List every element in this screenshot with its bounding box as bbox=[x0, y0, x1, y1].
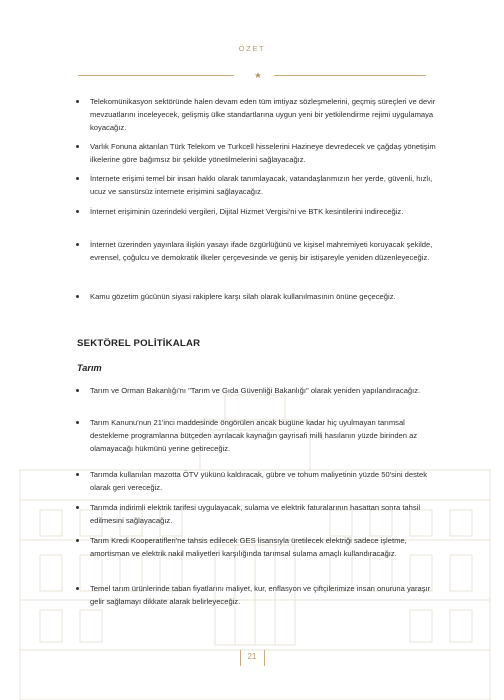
subsection-heading: Tarım bbox=[77, 363, 102, 373]
list-item: Tarım ve Orman Bakanlığı'nı "Tarım ve Gıda Güvenliği Bakanlığı" olarak yeniden yapılandıracağız. bbox=[90, 384, 442, 397]
header-divider bbox=[78, 66, 426, 84]
section-heading: SEKTÖREL POLİTİKALAR bbox=[77, 338, 201, 349]
list-item: İnternet üzerinden yayınlara ilişkin yasayı ifade özgürlüğünü ve kişisel mahremiyeti koruyacak şekilde, evrensel, çoğulcu ve demokratik ilkeler çerçevesinde ve geniş bir istişareyle yeniden düzenleyeceğiz. bbox=[90, 238, 442, 264]
divider-line-left bbox=[78, 75, 234, 76]
crescent-star-icon bbox=[238, 66, 270, 84]
list-item: Telekomünikasyon sektöründe halen devam eden tüm imtiyaz sözleşmelerini, geçmiş süreçleri ve devir mevzuatlarını inceleyecek, gelişmiş ülke standartlarına uygun yeni bir yetkilendirme rejimi uygulamaya koyacağız. bbox=[90, 95, 442, 135]
list-item: Tarımda indirimli elektrik tarifesi uygulayacak, sulama ve elektrik faturalarının hasattan sonra tahsil edilmesini sağlayacağız. bbox=[90, 501, 442, 527]
page-header bbox=[0, 44, 504, 53]
page-number: 21 bbox=[247, 652, 257, 661]
list-item: Temel tarım ürünlerinde taban fiyatlarını maliyet, kur, enflasyon ve çiftçilerimize insan onuruna yaraşır gelir sağlamayı dikkate alarak belirleyeceğiz. bbox=[90, 582, 442, 608]
header-title: ÖZET bbox=[238, 44, 266, 53]
list-item: Tarımda kullanılan mazotta ÖTV yükünü kaldıracak, gübre ve tohum maliyetinin yüzde 50'sini destek olarak geri vereceğiz. bbox=[90, 468, 442, 494]
list-item: Tarım Kanunu'nun 21'inci maddesinde öngörülen ancak bugüne kadar hiç uyulmayan tarımsal destekleme programlarına bütçeden ayrılacak kaynağın gayrisafi milli hasılanın yüzde birinden az olamayacağı hükmünü yerine getireceğiz. bbox=[90, 416, 442, 456]
list-item: İnternet erişiminin üzerindeki vergileri, Dijital Hizmet Vergisi'ni ve BTK kesintilerini indireceğiz. bbox=[90, 205, 442, 218]
list-item: İnternete erişimi temel bir insan hakkı olarak tanımlayacak, vatandaşlarımızın her yerde, güvenli, hızlı, ucuz ve sansürsüz internete erişimini sağlayacağız. bbox=[90, 172, 442, 198]
list-item: Varlık Fonuna aktarılan Türk Telekom ve Turkcell hisselerini Hazineye devredecek ve çağdaş yönetişim ilkelerine göre bağımsız bir şekilde yönetilmelerini sağlayacağız. bbox=[90, 140, 442, 166]
list-item: Tarım Kredi Kooperatifleri'ne tahsis edilecek GES lisansıyla üretilecek elektriği sadece işletme, amortisman ve elektrik nakil maliyetleri karşılığında tarımsal sulama amaçlı kullandıracağız. bbox=[90, 534, 442, 560]
page-number-bar-right bbox=[264, 650, 265, 666]
page-footer bbox=[0, 650, 504, 666]
divider-line-right bbox=[274, 75, 426, 76]
list-item: Kamu gözetim gücünün siyasi rakiplere karşı silah olarak kullanılmasının önüne geçeceğiz. bbox=[90, 290, 442, 303]
